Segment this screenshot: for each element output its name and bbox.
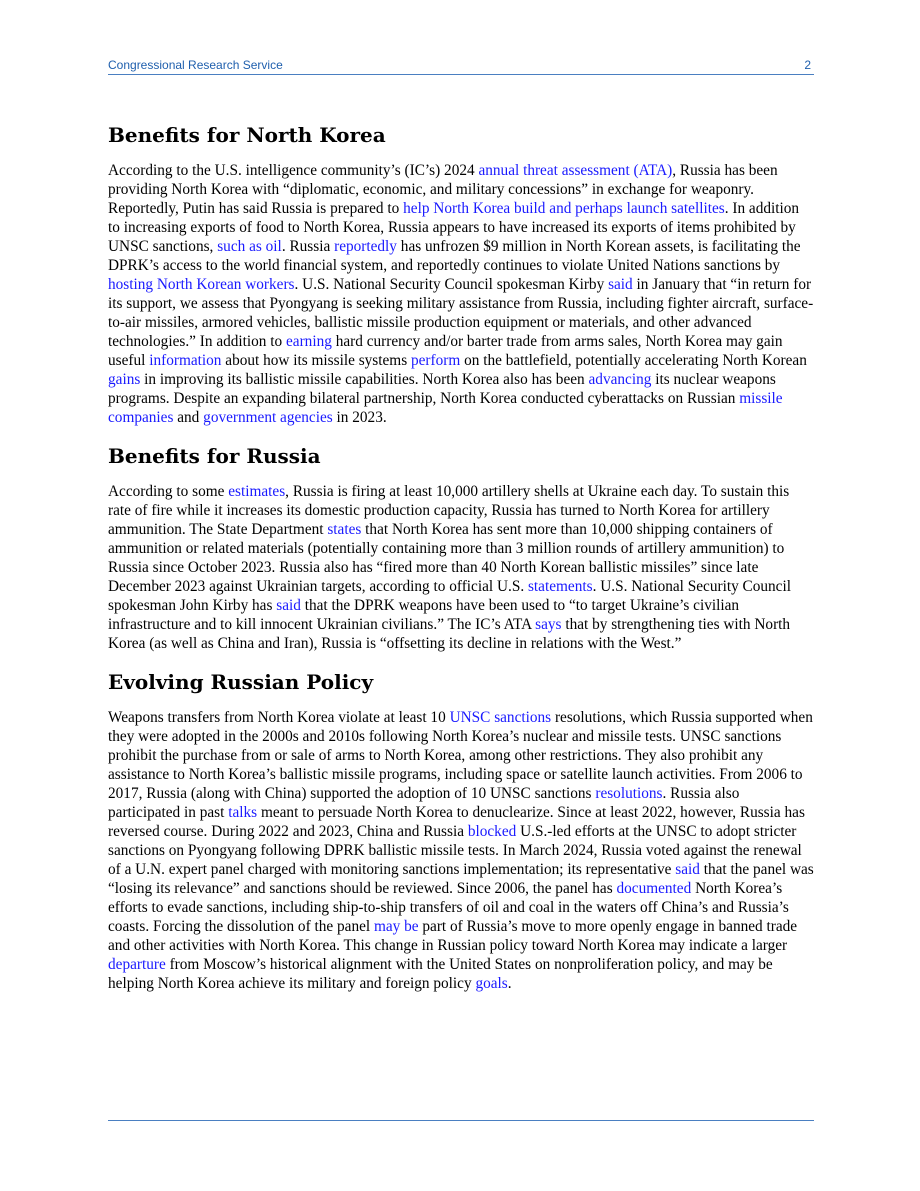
hyperlink[interactable]: information: [149, 352, 222, 369]
paragraph-text: . In addition to increasing exports of food to North Korea, Russia appears to have increased its exports of items prohibited by UNSC sanctions,: [108, 200, 800, 255]
paragraph-text: North Korea’s efforts to evade sanctions, including ship-to-ship transfers of oil and coal in the waters off China’s and Russia’s coasts. Forcing the dissolution of the panel: [108, 880, 789, 935]
paragraph-text: U.S.-led efforts at the UNSC to adopt stricter sanctions on Pyongyang following DPRK ballistic missile tests. In March 2024, Russia voted against the renewal of a U.N. expert panel charged with monitoring sanctions implementation; its representative: [108, 823, 802, 878]
hyperlink[interactable]: missile companies: [108, 390, 783, 426]
hyperlink[interactable]: UNSC sanctions: [449, 709, 552, 726]
paragraph-text: . Russia also participated in past: [108, 785, 740, 821]
hyperlink[interactable]: states: [327, 521, 362, 538]
hyperlink[interactable]: statements: [527, 578, 593, 595]
hyperlink[interactable]: government agencies: [203, 409, 333, 426]
header-page-number: 2: [804, 58, 811, 72]
section-heading: Evolving Russian Policy: [108, 670, 374, 694]
hyperlink[interactable]: may be: [373, 918, 419, 935]
section-heading: Benefits for Russia: [108, 444, 321, 468]
paragraph-text: that the panel was “losing its relevance” and sanctions should be reviewed. Since 2006, the panel has: [108, 861, 814, 897]
paragraph-text: about how its missile systems: [221, 352, 411, 369]
hyperlink[interactable]: annual threat assessment (ATA): [478, 162, 673, 179]
paragraph-text: from Moscow’s historical alignment with the United States on nonproliferation policy, and may be helping North Korea achieve its military and foreign policy: [108, 956, 773, 992]
header-org-name: Congressional Research Service: [108, 58, 283, 72]
page-header: [108, 58, 814, 75]
hyperlink[interactable]: reportedly: [334, 238, 397, 255]
paragraph-text: in January that “in return for its support, we assess that Pyongyang is seeking military assistance from Russia, including fighter aircraft, surface-to-air missiles, armored vehicles, ballistic missile production equipment or materials, and other advanced technologies.” In addition to: [108, 276, 814, 350]
paragraph-text: meant to persuade North Korea to denuclearize. Since at least 2022, however, Russia has reversed course. During 2022 and 2023, China and Russia: [108, 804, 805, 840]
paragraph-text: , Russia has been providing North Korea with “diplomatic, economic, and military concessions” in exchange for weaponry. Reportedly, Putin has said Russia is prepared to: [108, 162, 778, 217]
paragraph-text: that the DPRK weapons have been used to “to target Ukraine’s civilian infrastructure and to kill innocent Ukrainian civilians.” The IC’s ATA: [108, 597, 740, 633]
hyperlink[interactable]: estimates: [228, 483, 286, 500]
section-benefits-north-korea: [108, 120, 814, 427]
section-paragraph: [108, 161, 814, 427]
paragraph-text: , Russia is firing at least 10,000 artillery shells at Ukraine each day. To sustain this rate of fire while it increases its domestic production capacity, Russia has turned to North Korea for artillery ammunition. The State Department: [108, 483, 790, 538]
paragraph-text: . U.S. National Security Council spokesman Kirby: [294, 276, 609, 293]
section-paragraph: [108, 482, 814, 653]
footer-divider: [108, 1120, 814, 1121]
paragraph-text: and: [173, 409, 204, 426]
paragraph-text: According to some: [108, 483, 229, 500]
hyperlink[interactable]: talks: [228, 804, 258, 821]
paragraph-text: in improving its ballistic missile capabilities. North Korea also has been: [140, 371, 589, 388]
paragraph-text: has unfrozen $9 million in North Korean assets, is facilitating the DPRK’s access to the world financial system, and reportedly continues to violate United Nations sanctions by: [108, 238, 801, 274]
hyperlink[interactable]: hosting North Korean workers: [108, 276, 295, 293]
paragraph-text: part of Russia’s move to more openly engage in banned trade and other activities with North Korea. This change in Russian policy toward North Korea may indicate a larger: [108, 918, 798, 954]
hyperlink[interactable]: advancing: [588, 371, 652, 388]
hyperlink[interactable]: perform: [410, 352, 461, 369]
paragraph-text: in 2023.: [332, 409, 387, 426]
hyperlink[interactable]: says: [535, 616, 562, 633]
section-benefits-russia: [108, 441, 814, 653]
section-heading: Benefits for North Korea: [108, 123, 386, 147]
hyperlink[interactable]: said: [608, 276, 633, 293]
paragraph-text: resolutions, which Russia supported when they were adopted in the 2000s and 2010s following North Korea’s nuclear and missile tests. UNSC sanctions prohibit the purchase from or sale of arms to North Korea, among other restrictions. They also prohibit any assistance to North Korea’s ballistic missile programs, including space or satellite launch activities. From 2006 to 2017, Russia (along with China) supported the adoption of 10 UNSC sanctions: [108, 709, 813, 802]
hyperlink[interactable]: resolutions: [595, 785, 663, 802]
hyperlink[interactable]: blocked: [467, 823, 517, 840]
paragraph-text: hard currency and/or barter trade from arms sales, North Korea may gain useful: [108, 333, 783, 369]
hyperlink[interactable]: documented: [616, 880, 692, 897]
paragraph-text: on the battlefield, potentially accelerating North Korean: [460, 352, 807, 369]
section-evolving-russian-policy: [108, 667, 814, 993]
hyperlink[interactable]: said: [276, 597, 301, 614]
paragraph-text: its nuclear weapons programs. Despite an expanding bilateral partnership, North Korea conducted cyberattacks on Russian: [108, 371, 776, 407]
paragraph-text: . U.S. National Security Council spokesman John Kirby has: [108, 578, 791, 614]
hyperlink[interactable]: such as oil: [217, 238, 282, 255]
section-paragraph: [108, 708, 814, 993]
paragraph-text: Weapons transfers from North Korea violate at least 10: [108, 709, 450, 726]
paragraph-text: that North Korea has sent more than 10,000 shipping containers of ammunition or related materials (potentially containing more than 3 million rounds of artillery ammunition) to Russia since October 2023. Russia also has “fired more than 40 North Korean ballistic missiles” since late December 2023 against Ukrainian targets, according to official U.S.: [108, 521, 785, 595]
hyperlink[interactable]: gains: [108, 371, 141, 388]
paragraph-text: According to the U.S. intelligence community’s (IC’s) 2024: [108, 162, 479, 179]
paragraph-text: . Russia: [281, 238, 335, 255]
hyperlink[interactable]: earning: [286, 333, 332, 350]
paragraph-text: .: [507, 975, 512, 992]
hyperlink[interactable]: goals: [475, 975, 508, 992]
paragraph-text: that by strengthening ties with North Korea (as well as China and Iran), Russia is “offsetting its decline in relations with the West.”: [108, 616, 791, 652]
document-body: [108, 120, 814, 1007]
hyperlink[interactable]: help North Korea build and perhaps launch satellites: [403, 200, 725, 217]
hyperlink[interactable]: said: [675, 861, 700, 878]
hyperlink[interactable]: departure: [108, 956, 166, 973]
